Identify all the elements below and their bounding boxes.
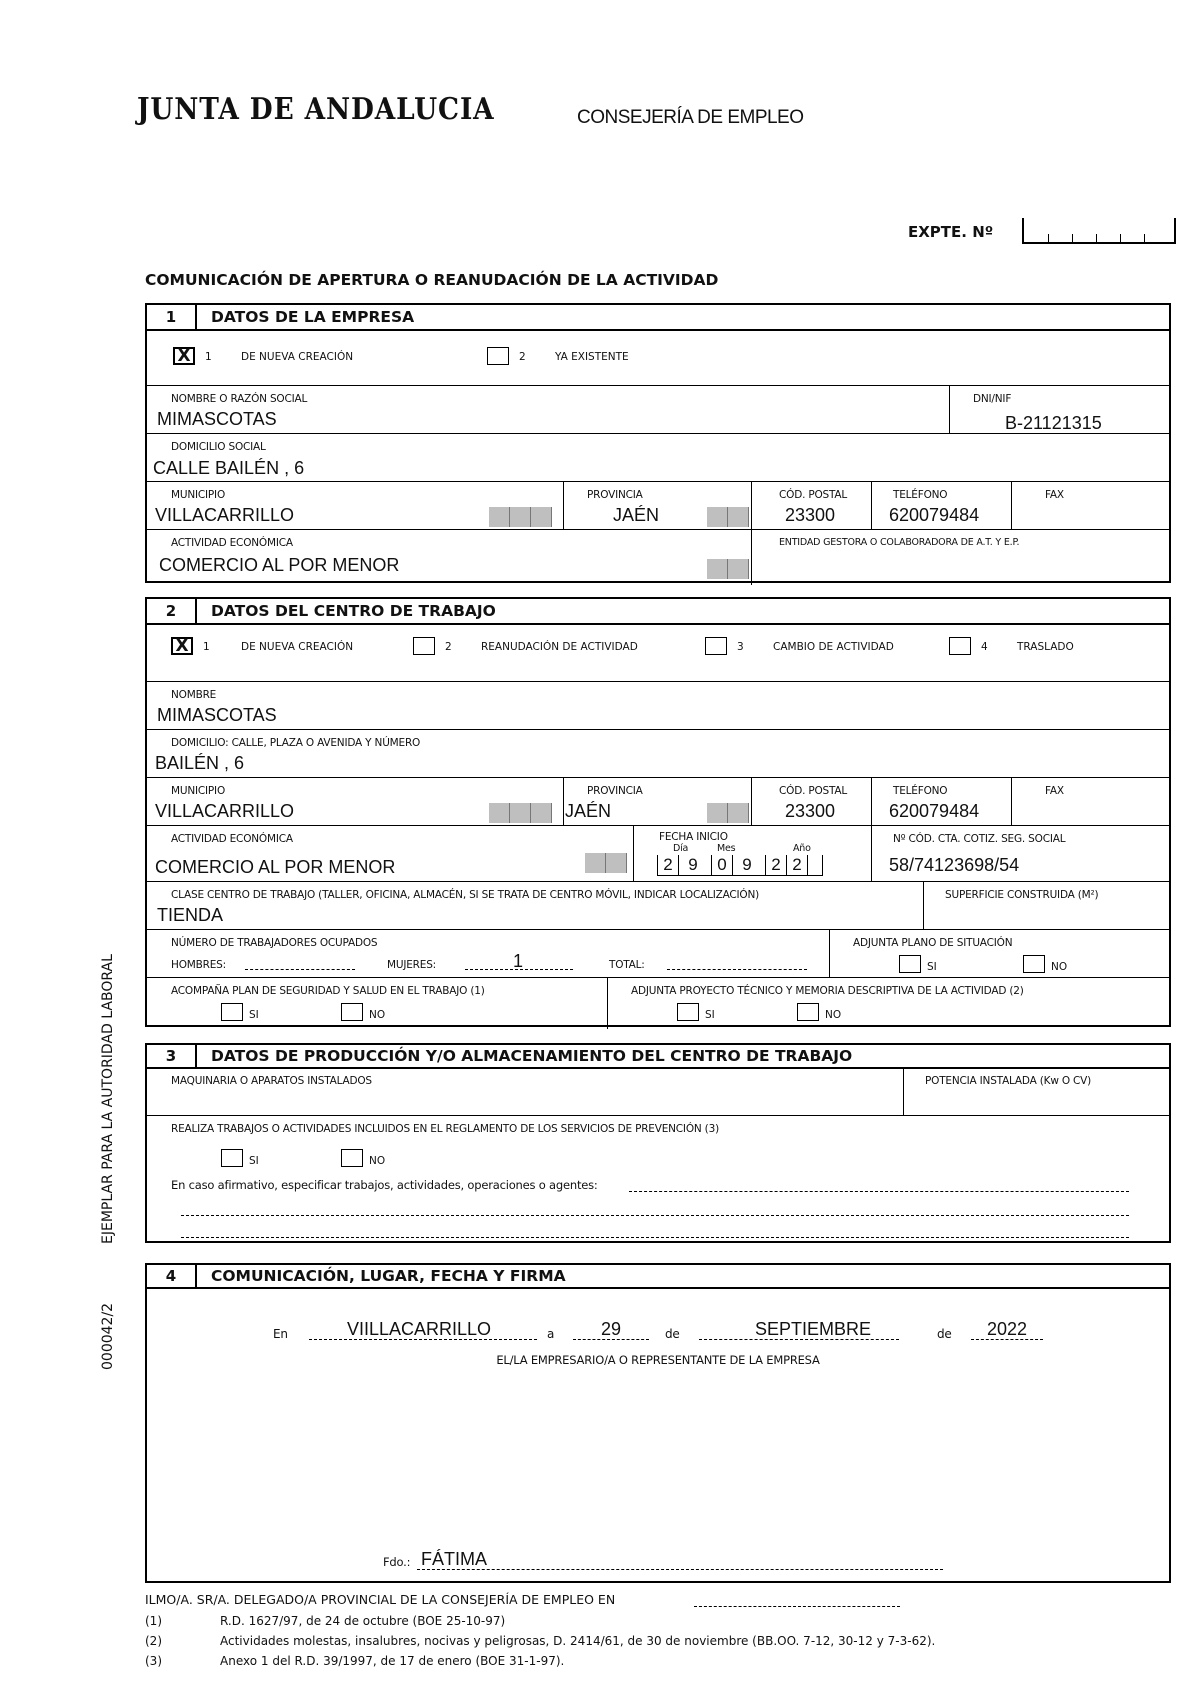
actividad-label: ACTIVIDAD ECONÓMICA: [171, 537, 293, 549]
checkbox-reanudacion[interactable]: [413, 637, 435, 655]
option-label: CAMBIO DE ACTIVIDAD: [773, 641, 894, 653]
fdo-value: FÁTIMA: [421, 1549, 487, 1569]
option-number: 2: [445, 641, 452, 653]
municipio-code-cells: [489, 507, 552, 527]
plano-si-checkbox[interactable]: [899, 955, 921, 973]
afirmativo-line-1[interactable]: [629, 1191, 1129, 1192]
note-ref: (3): [145, 1654, 162, 1668]
realiza-si-checkbox[interactable]: [221, 1149, 243, 1167]
hombres-label: HOMBRES:: [171, 959, 226, 971]
telefono-value[interactable]: 620079484: [889, 505, 980, 525]
no-label: NO: [369, 1009, 386, 1021]
note-ref: (2): [145, 1634, 162, 1648]
provincia-label: PROVINCIA: [587, 785, 643, 797]
checkbox-traslado[interactable]: [949, 637, 971, 655]
option-number: 3: [737, 641, 744, 653]
section-number: 3: [147, 1045, 197, 1067]
en-label: En: [273, 1327, 288, 1341]
plano-label: ADJUNTA PLANO DE SITUACIÓN: [853, 937, 1013, 949]
actividad-value[interactable]: COMERCIO AL POR MENOR: [159, 555, 400, 575]
ss-value[interactable]: 58/74123698/54: [889, 855, 1020, 875]
hombres-field[interactable]: [245, 969, 355, 970]
telefono-label: TELÉFONO: [893, 489, 948, 501]
fecha-cell-end: [807, 855, 823, 875]
section-header: [147, 599, 1169, 625]
section-header: [147, 1265, 1169, 1289]
section-number: 2: [147, 599, 197, 623]
municipio-label: MUNICIPIO: [171, 489, 226, 501]
option-label: REANUDACIÓN DE ACTIVIDAD: [481, 641, 638, 653]
fax-label: FAX: [1045, 489, 1064, 501]
no-label: NO: [369, 1155, 386, 1167]
section-produccion: [145, 1043, 1171, 1243]
superficie-label: SUPERFICIE CONSTRUIDA (M²): [945, 889, 1099, 901]
actividad-label: ACTIVIDAD ECONÓMICA: [171, 833, 293, 845]
de-label: de: [937, 1327, 952, 1341]
option-number: 1: [205, 351, 212, 363]
realiza-no-checkbox[interactable]: [341, 1149, 363, 1167]
fecha-digit-cell: 9: [732, 855, 765, 875]
dia-label: Día: [673, 843, 689, 854]
option-label: YA EXISTENTE: [555, 351, 629, 363]
fecha-inicio-field[interactable]: [657, 855, 823, 876]
note-text: Actividades molestas, insalubres, nocivas y peligrosas, D. 2414/61, de 30 de noviembre (BB.OO. 7-12, 30-12 y 7-3-62).: [220, 1634, 936, 1648]
maquinaria-label: MAQUINARIA O APARATOS INSTALADOS: [171, 1075, 372, 1087]
provincia-value[interactable]: JAÉN: [613, 505, 660, 525]
option-label: DE NUEVA CREACIÓN: [241, 351, 354, 363]
section-header: [147, 305, 1169, 331]
section-firma: [145, 1263, 1171, 1583]
option-label: DE NUEVA CREACIÓN: [241, 641, 354, 653]
entidad-label: ENTIDAD GESTORA O COLABORADORA DE A.T. Y E.P.: [779, 537, 1020, 548]
trabajadores-label: NÚMERO DE TRABAJADORES OCUPADOS: [171, 937, 378, 949]
checkbox-nueva-creacion[interactable]: X: [173, 347, 195, 365]
fecha-digit-cell: 2: [786, 855, 807, 875]
domicilio-value[interactable]: CALLE BAILÉN , 6: [153, 458, 305, 478]
cp-label: CÓD. POSTAL: [779, 489, 848, 501]
section-header: [147, 1045, 1169, 1069]
delegacion-field[interactable]: [694, 1606, 900, 1607]
option-number: 4: [981, 641, 988, 653]
fecha-inicio-label: FECHA INICIO: [659, 831, 728, 843]
afirmativo-line-2[interactable]: [181, 1215, 1129, 1216]
dni-label: DNI/NIF: [973, 393, 1012, 405]
ilmo-text: ILMO/A. SR/A. DELEGADO/A PROVINCIAL DE LA CONSEJERÍA DE EMPLEO EN: [145, 1592, 616, 1607]
mes-label: Mes: [717, 843, 736, 854]
actividad-code-cells: [585, 853, 627, 873]
option-number: 2: [519, 351, 526, 363]
option-number: 1: [203, 641, 210, 653]
fecha-digit-cell: 2: [765, 855, 786, 875]
afirmativo-line-3[interactable]: [181, 1237, 1129, 1238]
domicilio-label: DOMICILIO: CALLE, PLAZA O AVENIDA Y NÚMERO: [171, 737, 421, 749]
si-label: SI: [927, 961, 937, 973]
plan-no-checkbox[interactable]: [341, 1003, 363, 1021]
cp-label: CÓD. POSTAL: [779, 785, 848, 797]
nombre-value[interactable]: MIMASCOTAS: [157, 705, 277, 725]
mes-value: SEPTIEMBRE: [755, 1319, 872, 1339]
firma-field[interactable]: [417, 1569, 943, 1570]
fecha-digit-cell: 0: [711, 855, 732, 875]
nombre-label: NOMBRE O RAZÓN SOCIAL: [171, 393, 308, 405]
proyecto-si-checkbox[interactable]: [677, 1003, 699, 1021]
empresario-label: EL/LA EMPRESARIO/A O REPRESENTANTE DE LA EMPRESA: [496, 1353, 820, 1367]
municipio-code-cells: [489, 803, 552, 823]
section-empresa: [145, 303, 1171, 583]
lugar-value: VIILLACARRILLO: [347, 1319, 492, 1339]
consejeria-title: CONSEJERÍA DE EMPLEO: [577, 107, 804, 128]
proyecto-no-checkbox[interactable]: [797, 1003, 819, 1021]
section-centro-trabajo: [145, 597, 1171, 1027]
fax-label: FAX: [1045, 785, 1064, 797]
domicilio-value[interactable]: BAILÉN , 6: [155, 753, 245, 773]
domicilio-label: DOMICILIO SOCIAL: [171, 441, 266, 453]
note-text: Anexo 1 del R.D. 39/1997, de 17 de enero (BOE 31-1-97).: [220, 1654, 565, 1668]
municipio-value[interactable]: VILLACARRILLO: [155, 801, 295, 821]
provincia-value[interactable]: JAÉN: [565, 801, 612, 821]
dni-value[interactable]: B-21121315: [1005, 413, 1102, 433]
plan-seguridad-label: ACOMPAÑA PLAN DE SEGURIDAD Y SALUD EN EL TRABAJO (1): [171, 985, 485, 997]
total-label: TOTAL:: [609, 959, 645, 971]
option-label: TRASLADO: [1017, 641, 1074, 653]
provincia-code-cells: [707, 803, 749, 823]
nombre-label: NOMBRE: [171, 689, 217, 701]
municipio-value[interactable]: VILLACARRILLO: [155, 505, 295, 525]
clase-label: CLASE CENTRO DE TRABAJO (TALLER, OFICINA, ALMACÉN, SI SE TRATA DE CENTRO MÓVIL, INDICAR LOCALIZACIÓN): [171, 889, 760, 901]
checkbox-cambio-actividad[interactable]: [705, 637, 727, 655]
ss-label: Nº CÓD. CTA. COTIZ. SEG. SOCIAL: [893, 833, 1066, 845]
si-label: SI: [249, 1009, 259, 1021]
section-title: DATOS DEL CENTRO DE TRABAJO: [211, 602, 496, 620]
dia-value: 29: [601, 1319, 622, 1339]
municipio-label: MUNICIPIO: [171, 785, 226, 797]
junta-andalucia-logo: JUNTA DE ANDALUCIA: [137, 92, 495, 127]
potencia-label: POTENCIA INSTALADA (Kw O CV): [925, 1075, 1092, 1087]
fdo-label: Fdo.:: [383, 1555, 411, 1569]
realiza-label: REALIZA TRABAJOS O ACTIVIDADES INCLUIDOS EN EL REGLAMENTO DE LOS SERVICIOS DE PREVENCIÓN (3): [171, 1123, 719, 1135]
anio-value: 2022: [987, 1319, 1028, 1339]
no-label: NO: [825, 1009, 842, 1021]
no-label: NO: [1051, 961, 1068, 973]
mujeres-value: 1: [513, 951, 524, 971]
cp-value[interactable]: 23300: [785, 505, 836, 525]
checkbox-ya-existente[interactable]: [487, 347, 509, 365]
checkbox-nueva-creacion[interactable]: X: [171, 637, 193, 655]
form-title: COMUNICACIÓN DE APERTURA O REANUDACIÓN DE LA ACTIVIDAD: [145, 271, 719, 289]
afirmativo-label: En caso afirmativo, especificar trabajos, actividades, operaciones o agentes:: [171, 1178, 598, 1192]
cp-value[interactable]: 23300: [785, 801, 836, 821]
si-label: SI: [705, 1009, 715, 1021]
section-title: COMUNICACIÓN, LUGAR, FECHA Y FIRMA: [211, 1267, 566, 1285]
nombre-value[interactable]: MIMASCOTAS: [157, 409, 277, 429]
actividad-value[interactable]: COMERCIO AL POR MENOR: [155, 857, 396, 877]
proyecto-label: ADJUNTA PROYECTO TÉCNICO Y MEMORIA DESCRIPTIVA DE LA ACTIVIDAD (2): [631, 985, 1024, 997]
mujeres-label: MUJERES:: [387, 959, 437, 971]
anio-label: Año: [793, 843, 811, 854]
expte-number-field[interactable]: [1022, 218, 1176, 244]
actividad-code-cells: [707, 559, 749, 579]
total-field[interactable]: [667, 969, 807, 970]
plan-si-checkbox[interactable]: [221, 1003, 243, 1021]
note-ref: (1): [145, 1614, 162, 1628]
plano-no-checkbox[interactable]: [1023, 955, 1045, 973]
section-number: 1: [147, 305, 197, 329]
section-title: DATOS DE LA EMPRESA: [211, 308, 415, 326]
section-title: DATOS DE PRODUCCIÓN Y/O ALMACENAMIENTO DEL CENTRO DE TRABAJO: [211, 1047, 853, 1065]
provincia-label: PROVINCIA: [587, 489, 643, 501]
telefono-label: TELÉFONO: [893, 785, 948, 797]
form-code-side-text: 000042/2: [100, 1302, 116, 1370]
fecha-digit-cell: 9: [678, 855, 711, 875]
section-number: 4: [147, 1265, 197, 1287]
note-text: R.D. 1627/97, de 24 de octubre (BOE 25-10-97): [220, 1614, 506, 1628]
ejemplar-side-text: EJEMPLAR PARA LA AUTORIDAD LABORAL: [100, 954, 116, 1244]
fecha-digit-cell: 2: [657, 855, 678, 875]
telefono-value[interactable]: 620079484: [889, 801, 980, 821]
de-label: de: [665, 1327, 680, 1341]
provincia-code-cells: [707, 507, 749, 527]
a-label: a: [547, 1327, 555, 1341]
clase-value[interactable]: TIENDA: [157, 905, 224, 925]
expte-label: EXPTE. Nº: [908, 223, 994, 241]
si-label: SI: [249, 1155, 259, 1167]
